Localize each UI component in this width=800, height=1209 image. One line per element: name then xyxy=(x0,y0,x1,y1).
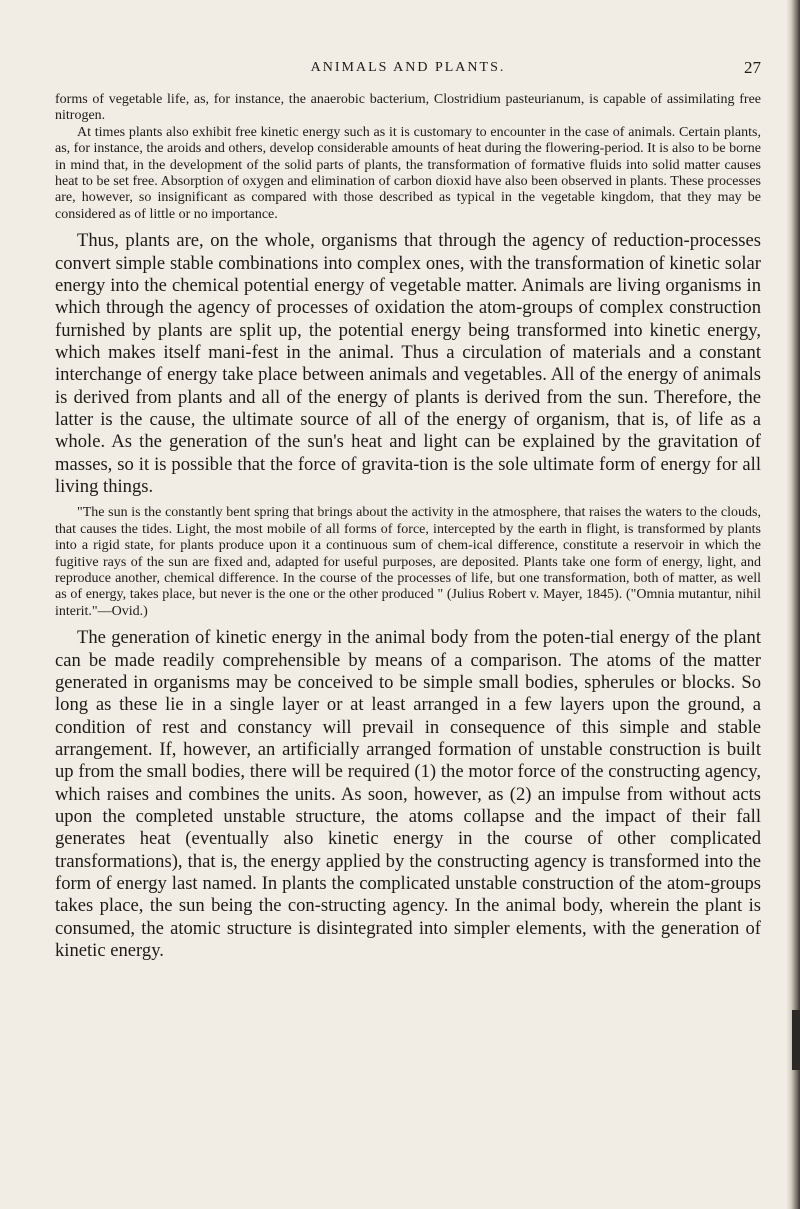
paragraph-continuation: forms of vegetable life, as, for instance, the anaerobic bacterium, Clostridium pasteurianum, is capable of assimilating free nitrogen. xyxy=(55,92,761,124)
body-text xyxy=(55,92,761,962)
quotation-mayer: "The sun is the constantly bent spring that brings about the activity in the atmosphere, that raises the waters to the clouds, that causes the tides. Light, the most mobile of all forms of force, intercepted by the earth in flight, is transformed by plants into a rigid state, for plants produce upon it a continuous sum of chem-ical difference, constitute a reservoir in which the fugitive rays of the sun are fixed and, adapted for useful purposes, are deposited. Plants take one form of energy, light, and reproduce another, chemical difference. In the course of the processes of life, but one transformation, both of matter, as well as of energy, takes place, but never is the one or the other produced " (Julius Robert v. Mayer, 1845). ("Omnia mutantur, nihil interit."—Ovid.) xyxy=(55,505,761,619)
paragraph-plant-kinetic-energy: At times plants also exhibit free kinetic energy such as it is customary to encounter in the case of animals. Certain plants, as, for instance, the aroids and others, develop considerable amounts of heat during the flowering-period. It is also to be borne in mind that, in the development of the solid parts of plants, the transformation of formative fluids into solid matter causes heat to be set free. Absorption of oxygen and elimination of carbon dioxid have also been observed in plants. These processes are, however, so insignificant as compared with those described as typical in the vegetable kingdom, that they may be considered as of little or no importance. xyxy=(55,124,762,222)
paragraph-energy-circulation: Thus, plants are, on the whole, organisms that through the agency of reduction-processes convert simple stable combinations into complex ones, with the transformation of kinetic solar energy into the chemical potential energy of vegetable matter. Animals are living organisms in which through the agency of processes of oxidation the atom-groups of complex construction furnished by plants are split up, the potential energy being transformed into kinetic energy, which makes itself mani-fest in the animal. Thus a circulation of materials and a constant interchange of energy take place between animals and vegetables. All of the energy of animals is derived from plants and all of the energy of plants is derived from the sun. Therefore, the latter is the cause, the ultimate source of all of the energy of organism, that is, of life as a whole. As the generation of the sun's heat and light can be explained by the gravitation of masses, so it is possible that the force of gravita-tion is the sole ultimate form of energy for all living things. xyxy=(55,230,761,498)
page-number: 27 xyxy=(744,58,761,77)
running-head: ANIMALS AND PLANTS. xyxy=(310,60,506,75)
page-header xyxy=(55,58,761,80)
paragraph-comparison: The generation of kinetic energy in the animal body from the poten-tial energy of the plant can be made readily comprehensible by means of a comparison. The atoms of the matter generated in organisms may be conceived to be simple small bodies, spherules or blocks. So long as these lie in a single layer or at least arranged in a few layers upon the ground, a condition of rest and constancy will prevail in consequence of this simple and stable arrangement. If, however, an artificially arranged formation of unstable construction is built up from the small bodies, there will be required (1) the motor force of the constructing agency, which raises and combines the units. As soon, however, as (2) an impulse from without acts upon the completed unstable structure, the atoms collapse and the impact of their fall generates heat (eventually also kinetic energy in the course of other complicated transformations), that is, the energy applied by the constructing agency is transformed into the form of energy last named. In plants the complicated unstable construction of the atom-groups takes place, the sun being the con-structing agency. In the animal body, wherein the plant is consumed, the atomic structure is disintegrated into simpler elements, with the generation of kinetic energy. xyxy=(55,627,761,962)
page-edge-mark xyxy=(792,1010,800,1070)
